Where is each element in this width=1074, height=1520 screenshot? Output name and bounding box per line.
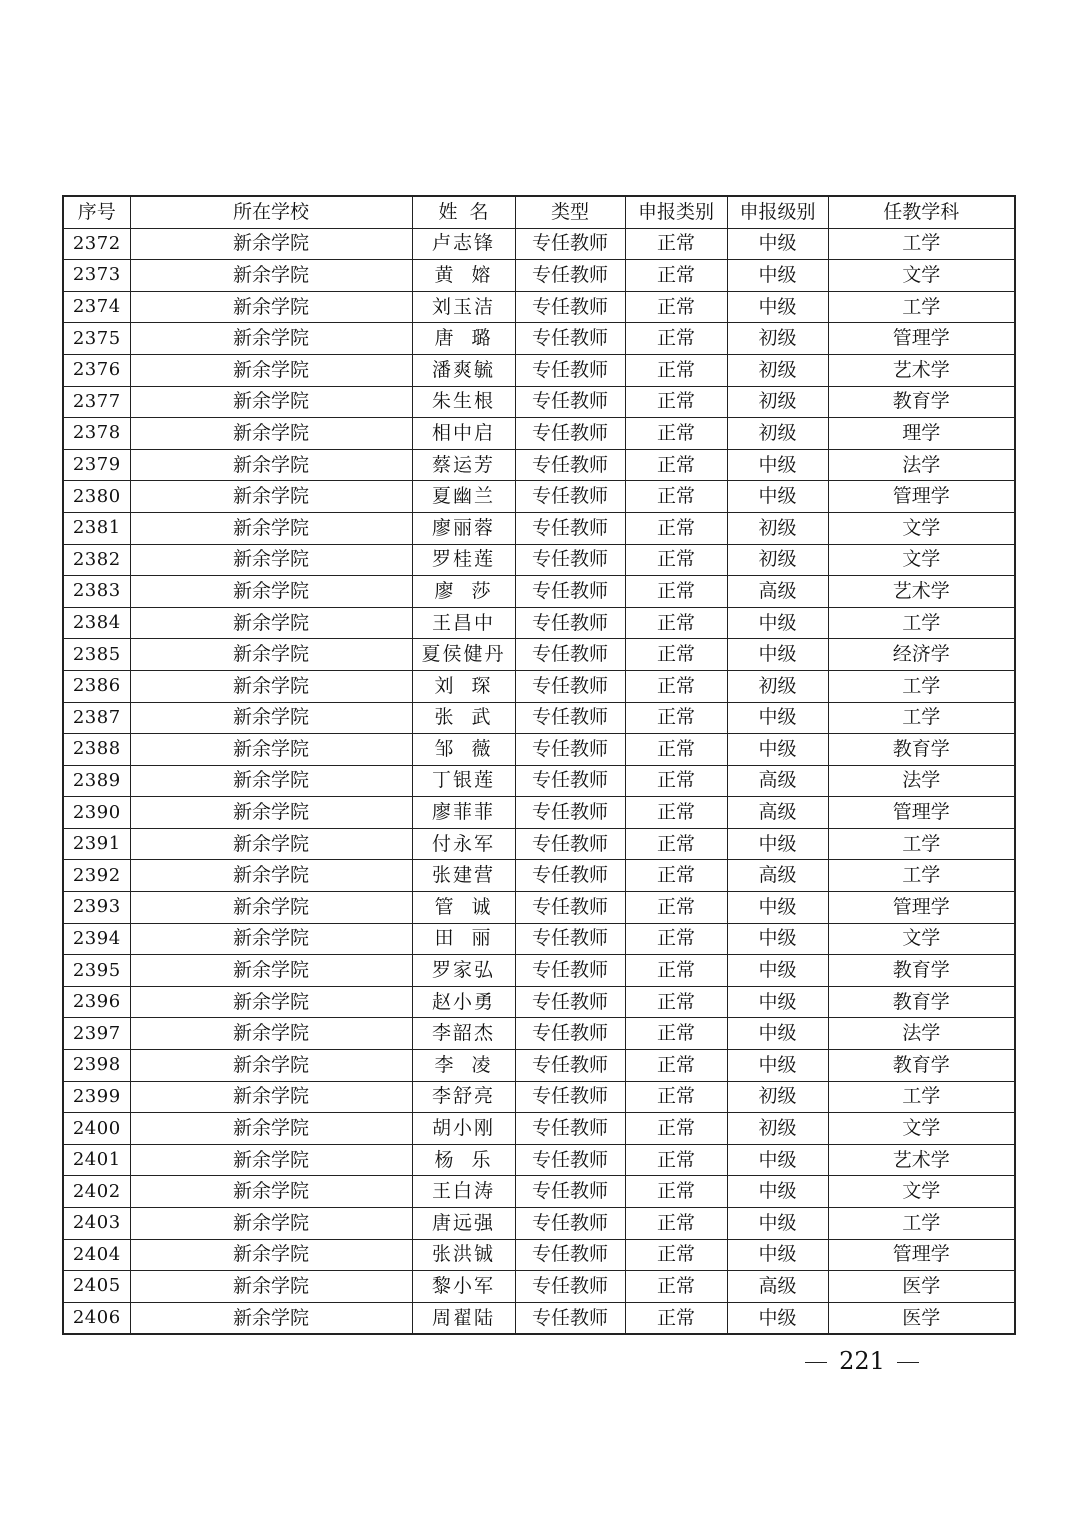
cell-subject: 法学	[828, 1018, 1015, 1050]
page-number: 221	[839, 1347, 885, 1375]
cell-school: 新余学院	[130, 607, 412, 639]
cell-school: 新余学院	[130, 1208, 412, 1240]
dash-right	[897, 1362, 919, 1364]
cell-seq: 2403	[63, 1208, 130, 1240]
cell-apply-level: 初级	[727, 418, 828, 450]
cell-subject: 医学	[828, 1271, 1015, 1303]
cell-type: 专任教师	[515, 449, 625, 481]
cell-apply-level: 中级	[727, 607, 828, 639]
cell-apply-category: 正常	[625, 702, 727, 734]
cell-type: 专任教师	[515, 702, 625, 734]
cell-seq: 2391	[63, 828, 130, 860]
cell-apply-level: 初级	[727, 386, 828, 418]
cell-seq: 2386	[63, 670, 130, 702]
cell-school: 新余学院	[130, 765, 412, 797]
cell-apply-category: 正常	[625, 1239, 727, 1271]
cell-apply-level: 中级	[727, 481, 828, 513]
cell-subject: 经济学	[828, 639, 1015, 671]
cell-seq: 2390	[63, 797, 130, 829]
cell-type: 专任教师	[515, 354, 625, 386]
cell-type: 专任教师	[515, 1081, 625, 1113]
cell-subject: 艺术学	[828, 1144, 1015, 1176]
table-row	[63, 955, 1015, 987]
cell-type: 专任教师	[515, 1208, 625, 1240]
cell-subject: 工学	[828, 291, 1015, 323]
cell-type: 专任教师	[515, 797, 625, 829]
table-row	[63, 828, 1015, 860]
cell-subject: 文学	[828, 544, 1015, 576]
table-header-row	[63, 196, 1015, 228]
cell-apply-category: 正常	[625, 544, 727, 576]
cell-subject: 管理学	[828, 323, 1015, 355]
cell-subject: 教育学	[828, 734, 1015, 766]
cell-type: 专任教师	[515, 860, 625, 892]
cell-type: 专任教师	[515, 892, 625, 924]
cell-subject: 教育学	[828, 1050, 1015, 1082]
cell-apply-category: 正常	[625, 576, 727, 608]
cell-type: 专任教师	[515, 1302, 625, 1334]
cell-school: 新余学院	[130, 639, 412, 671]
cell-school: 新余学院	[130, 1302, 412, 1334]
cell-name: 廖菲菲	[412, 797, 515, 829]
cell-name: 唐远强	[412, 1208, 515, 1240]
cell-name: 田 丽	[412, 923, 515, 955]
cell-subject: 文学	[828, 1113, 1015, 1145]
cell-subject: 工学	[828, 670, 1015, 702]
cell-type: 专任教师	[515, 512, 625, 544]
table-row	[63, 734, 1015, 766]
page-footer	[0, 1347, 1074, 1375]
table-body	[63, 228, 1015, 1334]
cell-subject: 艺术学	[828, 576, 1015, 608]
cell-seq: 2400	[63, 1113, 130, 1145]
table-row	[63, 639, 1015, 671]
cell-seq: 2404	[63, 1239, 130, 1271]
cell-apply-category: 正常	[625, 639, 727, 671]
cell-school: 新余学院	[130, 1113, 412, 1145]
cell-type: 专任教师	[515, 1144, 625, 1176]
cell-apply-category: 正常	[625, 1050, 727, 1082]
cell-apply-category: 正常	[625, 670, 727, 702]
cell-apply-level: 中级	[727, 828, 828, 860]
cell-name: 付永军	[412, 828, 515, 860]
table-row	[63, 1144, 1015, 1176]
cell-apply-level: 中级	[727, 1302, 828, 1334]
cell-type: 专任教师	[515, 576, 625, 608]
table-row	[63, 1302, 1015, 1334]
cell-seq: 2381	[63, 512, 130, 544]
cell-name: 唐 璐	[412, 323, 515, 355]
cell-apply-category: 正常	[625, 1208, 727, 1240]
cell-name: 丁银莲	[412, 765, 515, 797]
cell-school: 新余学院	[130, 797, 412, 829]
cell-type: 专任教师	[515, 291, 625, 323]
header-name: 姓 名	[412, 196, 515, 228]
cell-apply-category: 正常	[625, 481, 727, 513]
table-row	[63, 1208, 1015, 1240]
table-row	[63, 1271, 1015, 1303]
cell-seq: 2392	[63, 860, 130, 892]
table-row	[63, 386, 1015, 418]
cell-type: 专任教师	[515, 828, 625, 860]
cell-apply-category: 正常	[625, 765, 727, 797]
cell-school: 新余学院	[130, 1176, 412, 1208]
cell-seq: 2380	[63, 481, 130, 513]
cell-apply-category: 正常	[625, 1113, 727, 1145]
cell-apply-level: 中级	[727, 1176, 828, 1208]
cell-name: 张洪铖	[412, 1239, 515, 1271]
cell-seq: 2393	[63, 892, 130, 924]
cell-seq: 2382	[63, 544, 130, 576]
cell-apply-level: 中级	[727, 892, 828, 924]
cell-apply-category: 正常	[625, 955, 727, 987]
cell-apply-level: 中级	[727, 228, 828, 260]
cell-subject: 管理学	[828, 797, 1015, 829]
cell-subject: 文学	[828, 1176, 1015, 1208]
cell-subject: 医学	[828, 1302, 1015, 1334]
table-row	[63, 1050, 1015, 1082]
cell-apply-category: 正常	[625, 1302, 727, 1334]
cell-subject: 理学	[828, 418, 1015, 450]
cell-apply-level: 高级	[727, 1271, 828, 1303]
header-school: 所在学校	[130, 196, 412, 228]
cell-name: 夏幽兰	[412, 481, 515, 513]
cell-apply-level: 中级	[727, 923, 828, 955]
cell-school: 新余学院	[130, 734, 412, 766]
cell-apply-level: 中级	[727, 639, 828, 671]
cell-type: 专任教师	[515, 765, 625, 797]
cell-apply-level: 中级	[727, 449, 828, 481]
table-row	[63, 449, 1015, 481]
cell-name: 王昌中	[412, 607, 515, 639]
cell-apply-level: 高级	[727, 765, 828, 797]
cell-seq: 2401	[63, 1144, 130, 1176]
cell-apply-category: 正常	[625, 449, 727, 481]
cell-school: 新余学院	[130, 418, 412, 450]
cell-school: 新余学院	[130, 576, 412, 608]
cell-name: 杨 乐	[412, 1144, 515, 1176]
cell-school: 新余学院	[130, 291, 412, 323]
cell-apply-level: 中级	[727, 1144, 828, 1176]
table-row	[63, 702, 1015, 734]
cell-subject: 教育学	[828, 386, 1015, 418]
cell-school: 新余学院	[130, 670, 412, 702]
cell-name: 廖丽蓉	[412, 512, 515, 544]
table-row	[63, 1239, 1015, 1271]
cell-type: 专任教师	[515, 955, 625, 987]
header-apply-category: 申报类别	[625, 196, 727, 228]
cell-subject: 艺术学	[828, 354, 1015, 386]
table-row	[63, 512, 1015, 544]
cell-apply-level: 初级	[727, 1081, 828, 1113]
cell-subject: 法学	[828, 765, 1015, 797]
cell-seq: 2384	[63, 607, 130, 639]
cell-seq: 2383	[63, 576, 130, 608]
cell-seq: 2394	[63, 923, 130, 955]
cell-seq: 2379	[63, 449, 130, 481]
cell-apply-level: 中级	[727, 1050, 828, 1082]
cell-subject: 文学	[828, 512, 1015, 544]
table-row	[63, 1113, 1015, 1145]
cell-school: 新余学院	[130, 1081, 412, 1113]
cell-school: 新余学院	[130, 955, 412, 987]
cell-type: 专任教师	[515, 228, 625, 260]
cell-subject: 工学	[828, 607, 1015, 639]
cell-name: 管 诚	[412, 892, 515, 924]
table-row	[63, 1081, 1015, 1113]
cell-seq: 2373	[63, 260, 130, 292]
cell-school: 新余学院	[130, 986, 412, 1018]
roster-table	[62, 195, 1016, 1335]
cell-name: 罗家弘	[412, 955, 515, 987]
cell-apply-level: 中级	[727, 986, 828, 1018]
cell-subject: 工学	[828, 702, 1015, 734]
cell-school: 新余学院	[130, 386, 412, 418]
cell-apply-level: 中级	[727, 291, 828, 323]
cell-type: 专任教师	[515, 544, 625, 576]
header-type: 类型	[515, 196, 625, 228]
cell-name: 夏侯健丹	[412, 639, 515, 671]
table-row	[63, 291, 1015, 323]
cell-school: 新余学院	[130, 923, 412, 955]
cell-name: 潘爽毓	[412, 354, 515, 386]
cell-seq: 2402	[63, 1176, 130, 1208]
cell-name: 张建营	[412, 860, 515, 892]
cell-apply-category: 正常	[625, 892, 727, 924]
cell-type: 专任教师	[515, 1050, 625, 1082]
cell-apply-category: 正常	[625, 291, 727, 323]
cell-subject: 管理学	[828, 481, 1015, 513]
cell-type: 专任教师	[515, 923, 625, 955]
cell-subject: 教育学	[828, 986, 1015, 1018]
cell-apply-category: 正常	[625, 860, 727, 892]
cell-school: 新余学院	[130, 702, 412, 734]
cell-name: 李韶杰	[412, 1018, 515, 1050]
cell-name: 李 凌	[412, 1050, 515, 1082]
table-row	[63, 670, 1015, 702]
cell-school: 新余学院	[130, 354, 412, 386]
header-seq: 序号	[63, 196, 130, 228]
cell-school: 新余学院	[130, 1271, 412, 1303]
cell-name: 王白涛	[412, 1176, 515, 1208]
cell-seq: 2376	[63, 354, 130, 386]
dash-left	[805, 1362, 827, 1364]
table-row	[63, 892, 1015, 924]
cell-apply-level: 初级	[727, 512, 828, 544]
cell-apply-level: 中级	[727, 734, 828, 766]
cell-type: 专任教师	[515, 734, 625, 766]
cell-apply-category: 正常	[625, 228, 727, 260]
cell-apply-category: 正常	[625, 1271, 727, 1303]
cell-school: 新余学院	[130, 1144, 412, 1176]
cell-type: 专任教师	[515, 1018, 625, 1050]
cell-apply-category: 正常	[625, 512, 727, 544]
cell-seq: 2389	[63, 765, 130, 797]
cell-apply-level: 中级	[727, 1239, 828, 1271]
cell-name: 卢志锋	[412, 228, 515, 260]
cell-apply-level: 中级	[727, 1018, 828, 1050]
cell-apply-level: 初级	[727, 1113, 828, 1145]
cell-type: 专任教师	[515, 481, 625, 513]
cell-type: 专任教师	[515, 1176, 625, 1208]
cell-subject: 工学	[828, 1081, 1015, 1113]
cell-name: 周翟陆	[412, 1302, 515, 1334]
cell-subject: 工学	[828, 1208, 1015, 1240]
cell-apply-category: 正常	[625, 354, 727, 386]
cell-type: 专任教师	[515, 323, 625, 355]
cell-apply-level: 初级	[727, 670, 828, 702]
cell-school: 新余学院	[130, 544, 412, 576]
cell-seq: 2395	[63, 955, 130, 987]
cell-name: 罗桂莲	[412, 544, 515, 576]
cell-name: 邹 薇	[412, 734, 515, 766]
cell-name: 廖 莎	[412, 576, 515, 608]
table-row	[63, 354, 1015, 386]
table-row	[63, 576, 1015, 608]
table-row	[63, 923, 1015, 955]
cell-apply-category: 正常	[625, 323, 727, 355]
cell-type: 专任教师	[515, 418, 625, 450]
cell-seq: 2374	[63, 291, 130, 323]
cell-apply-level: 中级	[727, 955, 828, 987]
cell-subject: 文学	[828, 923, 1015, 955]
table-row	[63, 1176, 1015, 1208]
table-row	[63, 797, 1015, 829]
cell-subject: 法学	[828, 449, 1015, 481]
cell-apply-level: 高级	[727, 860, 828, 892]
cell-name: 赵小勇	[412, 986, 515, 1018]
cell-apply-category: 正常	[625, 418, 727, 450]
table-row	[63, 260, 1015, 292]
cell-seq: 2375	[63, 323, 130, 355]
cell-name: 黄 嫆	[412, 260, 515, 292]
cell-subject: 管理学	[828, 892, 1015, 924]
cell-subject: 工学	[828, 228, 1015, 260]
cell-apply-category: 正常	[625, 260, 727, 292]
cell-name: 蔡运芳	[412, 449, 515, 481]
cell-school: 新余学院	[130, 449, 412, 481]
cell-school: 新余学院	[130, 1050, 412, 1082]
cell-name: 朱生根	[412, 386, 515, 418]
cell-apply-category: 正常	[625, 1176, 727, 1208]
cell-apply-category: 正常	[625, 828, 727, 860]
cell-apply-level: 高级	[727, 797, 828, 829]
header-apply-level: 申报级别	[727, 196, 828, 228]
cell-subject: 教育学	[828, 955, 1015, 987]
table-row	[63, 418, 1015, 450]
cell-apply-category: 正常	[625, 1144, 727, 1176]
cell-name: 刘 琛	[412, 670, 515, 702]
cell-school: 新余学院	[130, 892, 412, 924]
cell-subject: 文学	[828, 260, 1015, 292]
cell-name: 刘玉洁	[412, 291, 515, 323]
cell-subject: 管理学	[828, 1239, 1015, 1271]
cell-apply-category: 正常	[625, 1018, 727, 1050]
cell-school: 新余学院	[130, 260, 412, 292]
cell-seq: 2377	[63, 386, 130, 418]
cell-seq: 2396	[63, 986, 130, 1018]
cell-seq: 2378	[63, 418, 130, 450]
header-subject: 任教学科	[828, 196, 1015, 228]
cell-apply-level: 初级	[727, 323, 828, 355]
cell-seq: 2398	[63, 1050, 130, 1082]
cell-apply-category: 正常	[625, 386, 727, 418]
table-row	[63, 1018, 1015, 1050]
cell-type: 专任教师	[515, 1113, 625, 1145]
cell-seq: 2406	[63, 1302, 130, 1334]
cell-name: 相中启	[412, 418, 515, 450]
cell-name: 黎小军	[412, 1271, 515, 1303]
cell-type: 专任教师	[515, 1271, 625, 1303]
cell-type: 专任教师	[515, 986, 625, 1018]
cell-seq: 2387	[63, 702, 130, 734]
cell-type: 专任教师	[515, 386, 625, 418]
cell-school: 新余学院	[130, 481, 412, 513]
cell-seq: 2388	[63, 734, 130, 766]
cell-school: 新余学院	[130, 828, 412, 860]
table-row	[63, 323, 1015, 355]
cell-apply-level: 初级	[727, 354, 828, 386]
cell-apply-category: 正常	[625, 986, 727, 1018]
cell-school: 新余学院	[130, 228, 412, 260]
cell-apply-category: 正常	[625, 797, 727, 829]
table-row	[63, 481, 1015, 513]
table-row	[63, 544, 1015, 576]
cell-apply-level: 中级	[727, 260, 828, 292]
cell-apply-category: 正常	[625, 734, 727, 766]
cell-seq: 2405	[63, 1271, 130, 1303]
cell-school: 新余学院	[130, 323, 412, 355]
cell-subject: 工学	[828, 860, 1015, 892]
cell-school: 新余学院	[130, 1239, 412, 1271]
cell-name: 张 武	[412, 702, 515, 734]
cell-school: 新余学院	[130, 1018, 412, 1050]
table-row	[63, 986, 1015, 1018]
cell-type: 专任教师	[515, 607, 625, 639]
cell-apply-level: 初级	[727, 544, 828, 576]
cell-school: 新余学院	[130, 860, 412, 892]
cell-apply-level: 中级	[727, 1208, 828, 1240]
cell-name: 胡小刚	[412, 1113, 515, 1145]
table-row	[63, 860, 1015, 892]
cell-type: 专任教师	[515, 1239, 625, 1271]
cell-seq: 2399	[63, 1081, 130, 1113]
table-row	[63, 765, 1015, 797]
cell-apply-level: 中级	[727, 702, 828, 734]
cell-apply-category: 正常	[625, 923, 727, 955]
cell-subject: 工学	[828, 828, 1015, 860]
cell-name: 李舒亮	[412, 1081, 515, 1113]
cell-apply-level: 高级	[727, 576, 828, 608]
table-row	[63, 228, 1015, 260]
cell-apply-category: 正常	[625, 607, 727, 639]
cell-type: 专任教师	[515, 670, 625, 702]
cell-school: 新余学院	[130, 512, 412, 544]
cell-apply-category: 正常	[625, 1081, 727, 1113]
cell-seq: 2397	[63, 1018, 130, 1050]
cell-seq: 2385	[63, 639, 130, 671]
table-row	[63, 607, 1015, 639]
roster-table-container	[62, 195, 1014, 1335]
cell-type: 专任教师	[515, 639, 625, 671]
cell-type: 专任教师	[515, 260, 625, 292]
cell-seq: 2372	[63, 228, 130, 260]
